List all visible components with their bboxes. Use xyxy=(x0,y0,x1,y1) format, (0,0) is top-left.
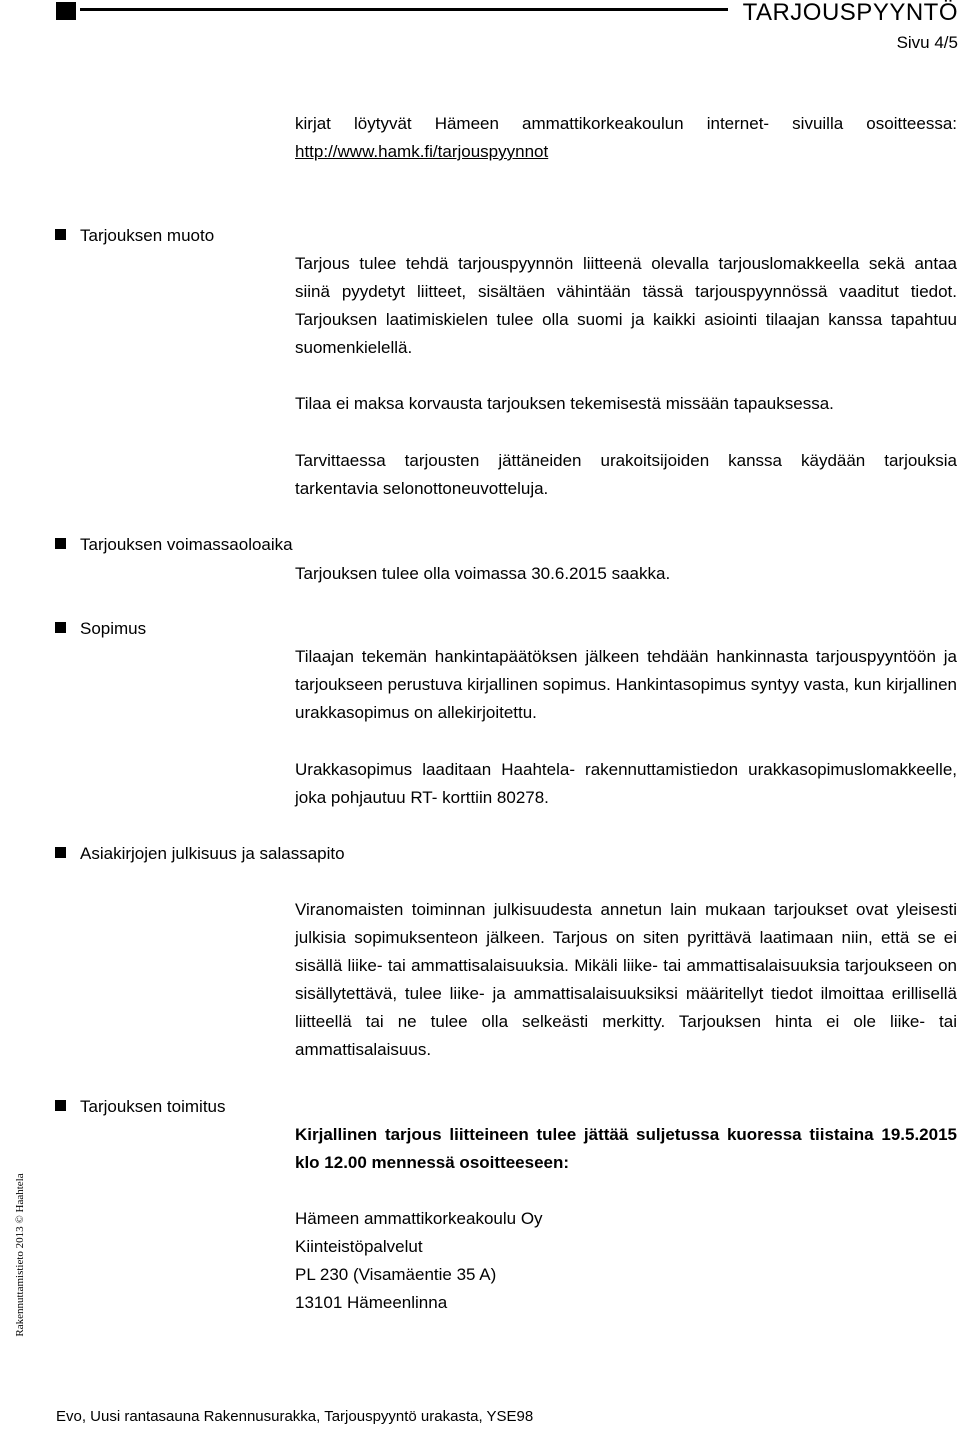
square-bullet-icon xyxy=(55,847,66,858)
muoto-paragraph-3: Tarvittaessa tarjousten jättäneiden urakoitsijoiden kanssa käydään tarjouksia tarkentavia selonottoneuvotteluja. xyxy=(295,451,957,498)
square-bullet-icon xyxy=(55,1100,66,1111)
section-heading-muoto xyxy=(55,222,214,250)
sopimus-paragraph-1: Tilaajan tekemän hankintapäätöksen jälkeen tehdään hankinnasta tarjouspyyntöön ja tarjoukseen perustuva kirjallinen sopimus. Hankintasopimus syntyy vasta, kun kirjallinen urakkasopimus on allekirjoitettu. xyxy=(295,647,957,722)
section-heading-voimassaoloaika xyxy=(55,531,293,559)
tarjouspyynnot-link[interactable]: http://www.hamk.fi/tarjouspyynnot xyxy=(295,142,549,161)
voimassaoloaika-paragraph: Tarjouksen tulee olla voimassa 30.6.2015 saakka. xyxy=(295,564,671,583)
intro-text: kirjat löytyvät Hämeen ammattikorkeakoulun internet- sivuilla osoitteessa: xyxy=(295,114,957,133)
julkisuus-paragraph: Viranomaisten toiminnan julkisuudesta annetun lain mukaan tarjoukset ovat yleisesti julkisia sopimuksenteon jälkeen. Tarjous on siten pyrittävä laatimaan niin, että se ei sisällä liike- tai ammattisalaisuuksia. Mikäli liike- tai ammattisalaisuuksia tarjoukseen on sisällytettävä, tulee liike- ja ammattisalaisuuksiksi määritellyt tiedot ilmoittaa erillisellä liitteellä tai ne tulee olla selkeästi merkitty. Tarjouksen hinta ei ole liike- tai ammattisalaisuus. xyxy=(295,900,957,1059)
sopimus-paragraph-2: Urakkasopimus laaditaan Haahtela- rakennuttamistiedon urakkasopimuslomakkeelle, joka pohjautuu RT- korttiin 80278. xyxy=(295,760,957,807)
muoto-paragraph-2: Tilaa ei maksa korvausta tarjouksen tekemisestä missään tapauksessa. xyxy=(295,394,834,413)
heading-label: Tarjouksen muoto xyxy=(80,226,215,245)
heading-label: Asiakirjojen julkisuus ja salassapito xyxy=(80,844,345,863)
address-line: 13101 Hämeenlinna xyxy=(295,1293,448,1312)
square-bullet-icon xyxy=(55,622,66,633)
section-heading-sopimus xyxy=(55,615,146,643)
muoto-paragraph-1: Tarjous tulee tehdä tarjouspyynnön liitteenä olevalla tarjouslomakkeella sekä antaa siinä pyydetyt liitteet, sisältäen vähintään tässä tarjouspyynnössä vaaditut tiedot. Tarjouksen laatimiskielen tulee olla suomi ja kaikki asiointi tilaajan kanssa tapahtuu suomenkielellä. xyxy=(295,254,957,357)
address-line: PL 230 (Visamäentie 35 A) xyxy=(295,1265,497,1284)
document-title: TARJOUSPYYNTÖ xyxy=(742,0,958,26)
address-line: Kiinteistöpalvelut xyxy=(295,1237,423,1256)
toimitus-paragraph: Kirjallinen tarjous liitteineen tulee jättää suljetussa kuoressa tiistaina 19.5.2015 klo 12.00 mennessä osoitteeseen: xyxy=(295,1125,957,1172)
header-square-mark xyxy=(56,2,76,20)
page-number: Sivu 4/5 xyxy=(896,33,958,52)
heading-label: Sopimus xyxy=(80,619,147,638)
section-heading-julkisuus xyxy=(55,840,345,868)
heading-label: Tarjouksen voimassaoloaika xyxy=(80,535,293,554)
delivery-address xyxy=(295,1205,957,1317)
section-heading-toimitus xyxy=(55,1093,226,1121)
heading-label: Tarjouksen toimitus xyxy=(80,1097,226,1116)
header-rule xyxy=(80,8,728,11)
square-bullet-icon xyxy=(55,229,66,240)
address-line: Hämeen ammattikorkeakoulu Oy xyxy=(295,1209,543,1228)
square-bullet-icon xyxy=(55,538,66,549)
copyright-text: Rakennuttamistieto 2013 © Haahtela xyxy=(14,1173,26,1337)
copyright-sidebar xyxy=(10,1162,30,1348)
intro-paragraph xyxy=(295,110,957,166)
page-footer: Evo, Uusi rantasauna Rakennusurakka, Tarjouspyyntö urakasta, YSE98 xyxy=(56,1408,534,1425)
